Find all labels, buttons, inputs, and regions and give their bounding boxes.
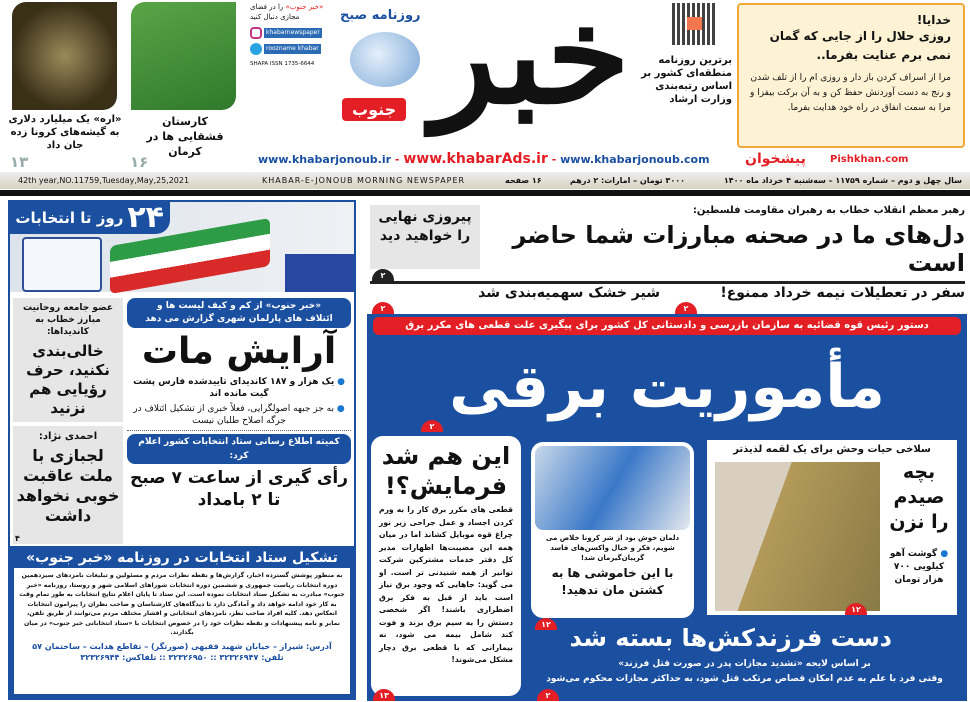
election-bullet [131,376,347,400]
hunting-headline: بچه صیدم را نزن [889,461,949,533]
election-kicker-2: کمیته اطلاع رسانی ستاد انتخابات کشور اعلام کرد: [127,434,351,464]
logo-main: خبر [431,0,630,134]
dateline-pages: ۱۶ صفحه [505,176,542,185]
page-ref-sub1: ۲ [675,302,697,314]
notice-box [10,546,354,698]
election-center [127,298,351,544]
notice-address: آدرس: شیراز – خیابان شهید فقیهی (صورتگر) – تقاطع هدایت – ساختمان ۵۷ [32,641,332,651]
countdown-number: ۲۴ [127,202,164,234]
election-bullets [127,376,351,427]
election-bullet [131,403,347,427]
hunting-bullet [883,548,955,587]
column-body: قطعی های مکرر برق کار را به ورم کردن اجساد و عمل جراحی زیر نور چراغ قوه موبایل کشاند اما در میان همه این مصیبت‌ها اظهارات مدیر کل دفتر خدمات مشترکین شرکت توانیر از همه شنیدنی تر است. او می گوید: جاهایی که وجود برق نیاز است باید از قبل به فکر برق اضطراری باشند! اگر شخصی دستش را به سیم برق بزند و فوت کند شامل بیمه می شود، نه بیمارانی که با قطعی برق دچار مشکل می‌شوند! [379,505,513,664]
side-quote-1-text: خالی‌بندی نکنید، حرف رؤیایی هم نزنید [26,342,110,417]
bullet-text: به جز جبهه اصولگرایی، فعلاً خبری از تشکیل ائتلاف در جرگه اصلاح طلبان نیست [133,404,334,426]
hunting-photo [715,462,880,611]
side-quote-2 [13,426,123,544]
url-khabarjonoub-com[interactable]: www.khabarjonoub.com [560,153,710,166]
url-line [258,151,710,167]
vaccine-photo [535,446,690,530]
dateline-english-name: KHABAR-E-JONOUB MORNING NEWSPAPER [262,176,466,185]
sub-headline-2: شیر خشک سهمیه‌بندی شد [478,285,660,301]
page-ref-lead: ۲ [372,269,394,281]
url-khabarads[interactable]: www.khabarAds.ir [403,151,548,167]
logo-sub: روزنامه صبح [340,8,421,23]
election-headline: آرایش مات [141,331,337,372]
social-intro: را در فضای مجازی دنبال کنید [250,3,300,21]
page-ref-2: ۱۶ [130,153,149,171]
qr-code [672,3,717,45]
telegram-icon [250,43,262,55]
election-headline-2: رأی گیری از ساعت ۷ صبح تا ۲ بامداد [129,468,349,510]
prayer-title: خدایا! [916,13,951,27]
bottom-line-1: بر اساس لایحه «تشدید مجازات پدر در صورت قتل فرزند» [618,659,871,669]
header-rule [0,190,970,196]
vaccine-headline: با این خاموشی ها به کشتن مان ندهید! [551,566,674,597]
lead-side-box: پیروزی نهایی را خواهید دید [370,205,480,269]
page-ref-vaccine: ۱۲ [535,618,557,630]
vote-box [285,254,354,292]
ballot-box [22,237,102,292]
election-column [8,200,356,700]
election-kicker-1: «خبر جنوب» از کم و کیف لیست ها و ائتلاف های پارلمان شهری گزارش می دهد [127,298,351,328]
prayer-body: مرا از اسراف کردن باز دار و روزی ام را از تلف شدن و رنج به دست آوردنش حفظ کن و به آن برکت بیفزا و مرا به سمت انفاق در راه خود هدایت بفرما. [750,73,951,113]
ranking-text: برترین روزنامه منطقه‌ای کشور بر اساس رتبه‌بندی وزارت ارشاد [641,55,732,105]
url-khabarjonoub-ir[interactable]: www.khabarjonoub.ir [258,153,392,166]
side-quote-1-kicker: عضو جامعه روحانیت مبارز خطاب به کاندیداها: [22,303,114,337]
vaccine-caption: دلمان خوش بود از شر کرونا خلاص می شویم، فکر و خیال واکسن‌های فاسد گریبان‌گیرمان شد! [545,534,680,562]
url-sep: - [394,153,400,166]
photo-caption-1: «اره» یک میلیارد دلاری به گیشه‌های کرونا زده جان داد [8,114,122,151]
dotted-divider [127,430,351,431]
watermark-url: Pishkhan.com [830,154,909,165]
dateline-persian: سال چهل و دوم – شماره ۱۱۷۵۹ – سه‌شنبه ۴ خرداد ماه ۱۴۰۰ [723,176,962,185]
bullet-text: یک هزار و ۱۸۷ کاندیدای تاییدشده فارس پشت گیت مانده اند [133,377,335,399]
side-quote-2-text: لجبازی با ملت عاقبت خوبی نخواهد داشت [16,446,120,525]
bullet-icon: ● [337,377,345,387]
notice-title: تشکیل ستاد انتخابات در روزنامه «خبر جنوب» [26,550,338,566]
lead-kicker: رهبر معظم انقلاب خطاب به رهبران مقاومت فلسطین: [692,205,965,216]
url-sep: - [551,153,557,166]
telegram-handle: roozname khabar [266,45,319,52]
instagram-link[interactable] [250,27,332,39]
page-ref-column: ۱۳ [373,689,395,701]
red-kicker: دستور رئیس قوه قضائیه به سازمان بازرسی و دادستانی کل کشور برای پیگیری علت قطعی های مکرر برق [373,317,961,335]
social-box [250,2,332,90]
bottom-line-2: وقتی فرد با علم به عدم امکان قصاص مرتکب قتل شود، به حداکثر مجازات محکوم می‌شود [546,674,943,684]
vaccine-story [531,442,694,618]
page-ref-hunting: ۱۲ [845,603,867,615]
bullet-icon: ● [940,549,949,559]
page-ref-1: ۱۳ [10,153,29,171]
side-quote-2-kicker: احمدی نژاد: [38,431,98,442]
dateline-price: ۳۰۰۰ تومان – امارات: ۲ درهم [570,176,685,185]
column-box [371,436,521,696]
masthead-logo [340,0,630,145]
hunting-bullet-text: گوشت آهو کیلویی ۷۰۰ هزار تومان [889,549,945,585]
page-ref-sub2: ۲ [372,302,394,314]
notice-body: به منظور پوشش گسترده اخبار، گزارش‌ها و نقطه نظرات مردم و مسئولین و تبلیغات نامزدهای سیزدهمین دوره انتخابات ریاست جمهوری و ششمین دوره انتخابات شوراهای اسلامی شهر و روستا، روزنامه «خبر جنوب» مبادرت به تشکیل ستاد انتخابات نموده است. این ستاد تا پایان اعلام نتایج انتخابات به طور تمام وقت به کار خود ادامه خواهد داد و آمادگی دارد تا دیدگاه‌های کارشناسان و صاحب نظران را پیرامون انتخابات انعکاس دهد. کلیه افراد صاحب نظر، نامزدهای انتخاباتی و اقشار مختلف مردم می‌توانند از طریق تلفن، نمابر و نامه پیشنهادات و نقطه نظرات خود را در خصوص انتخابات با «ستاد انتخاباتی خبر جنوب» در میان بگذارند. [19,572,345,636]
page-ref-bottom: ۲ [537,689,559,701]
hunting-story [707,440,957,615]
countdown-tab [10,202,170,234]
prayer-box [737,3,965,148]
instagram-handle: khabarnewspaper [266,29,320,36]
bullet-icon: ● [336,404,345,414]
hunting-kicker: سلاخی حیات وحش برای یک لقمه لذیذتر [733,444,931,455]
globe-icon [350,32,420,87]
lead-rule [370,281,965,284]
sub-headline-1: سفر در تعطیلات نیمه خرداد ممنوع! [720,285,965,301]
logo-badge: جنوب [342,98,406,121]
dateline-english: 42th year,NO.11759,Tuesday,May,25,2021 [18,176,190,185]
photo-football [131,2,236,110]
main-blue-section [367,314,967,701]
countdown-label: روز تا انتخابات [15,209,124,227]
photo-caption-2: کارستان قشقایی ها در کرمان [146,115,224,158]
dateline-bar [0,172,970,189]
telegram-link[interactable] [250,43,332,55]
page-ref-main: ۲ [421,420,443,432]
notice-phones: تلفن: ۳۲۳۲۶۹۴۷ :: ۳۲۳۲۶۹۵۰ :: تلفاکس: ۳۲۳۲۶۹۴۴ [80,652,284,662]
bottom-headline: دست فرزندکش‌ها بسته شد [569,624,892,652]
instagram-icon [250,27,262,39]
side-quote-1 [13,298,123,422]
watermark: پیشخوان [745,151,806,167]
side-page-ref: ۴ [15,534,20,543]
photo-horror-movie [12,2,117,110]
social-intro-highlight: «خبر جنوب» [285,3,324,11]
issn: SHAPA ISSN 1735-6644 [250,61,315,67]
side-quotes [13,298,123,544]
main-headline: مأموریت برقی [449,352,885,422]
prayer-lead: روزی حلال را از جایی که گمان نمی برم عنایت بفرما.. [769,29,951,62]
column-title: این هم شد فرمایش؟! [381,442,511,500]
lead-headline: دل‌های ما در صحنه مبارزات شما حاضر است [512,221,965,277]
